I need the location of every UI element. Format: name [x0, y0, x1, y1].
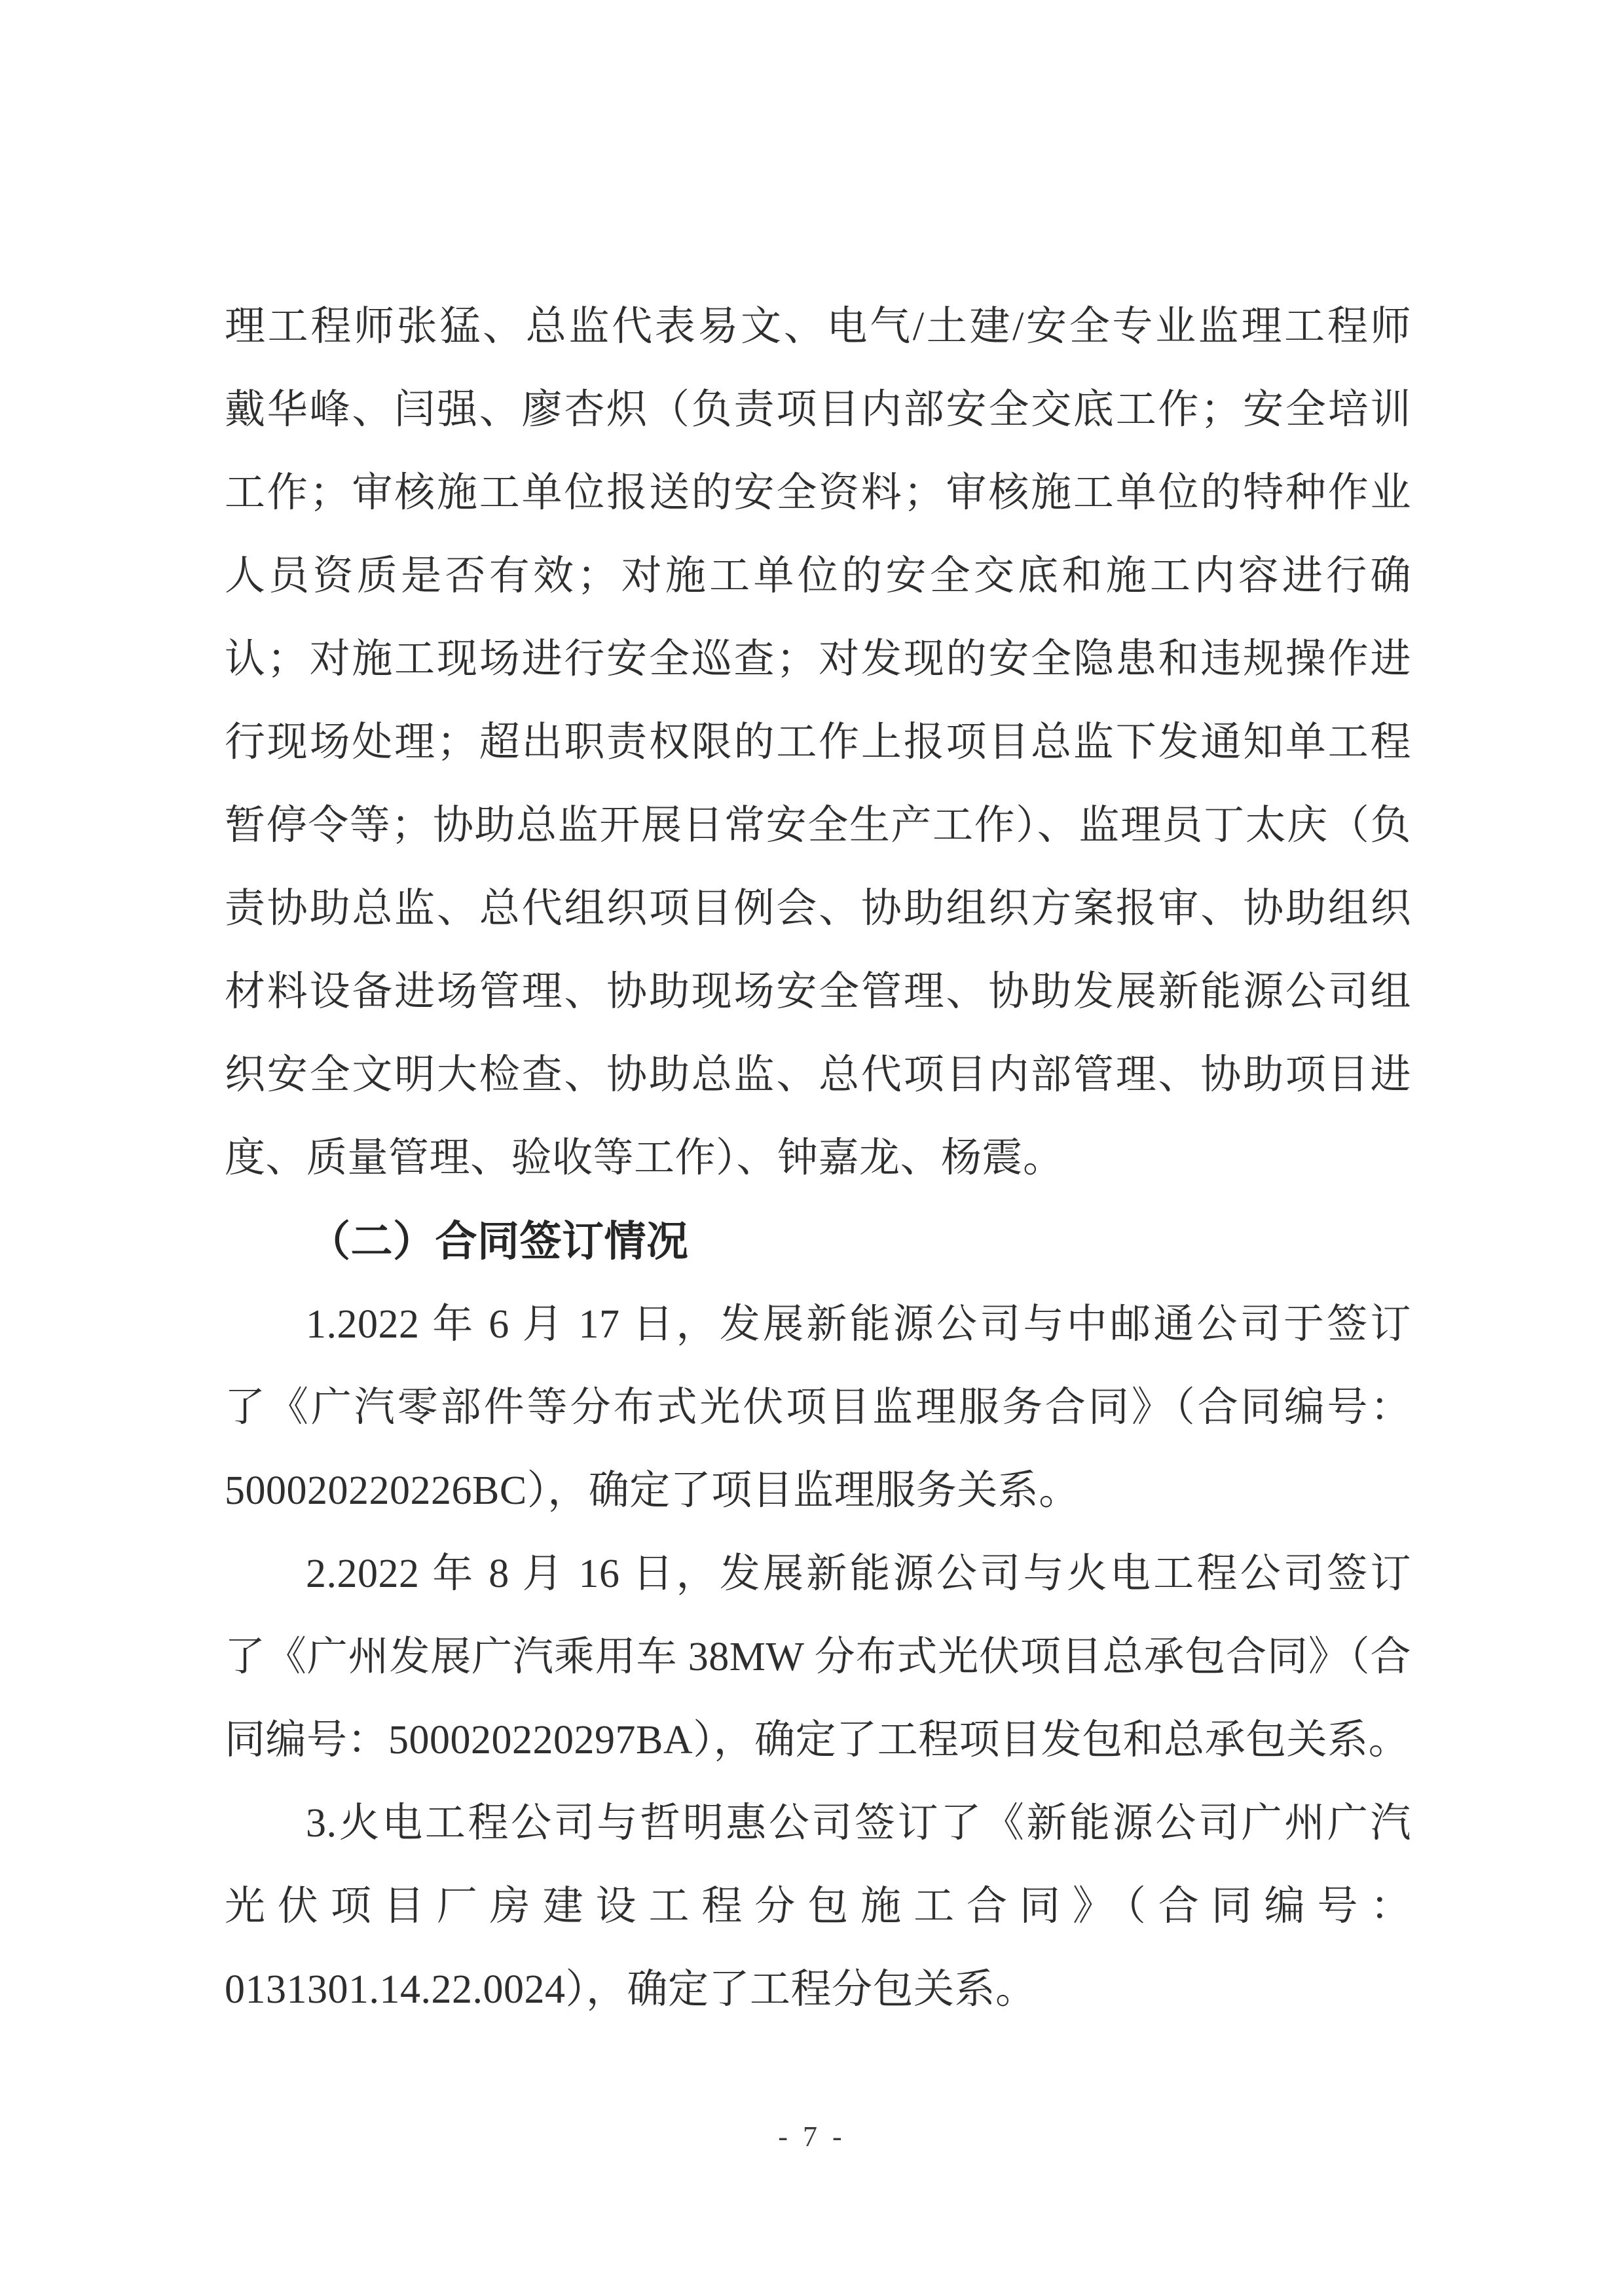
page-number: - 7 - — [778, 2121, 846, 2153]
text-line: 人员资质是否有效；对施工单位的安全交底和施工内容进行确 — [225, 554, 1411, 598]
document-body — [225, 285, 1411, 2032]
text-line: 度、质量管理、验收等工作）、钟嘉龙、杨震。 — [225, 1136, 1064, 1180]
text-line: 工作；审核施工单位报送的安全资料；审核施工单位的特种作业 — [225, 471, 1411, 515]
text-line: 暂停令等；协助总监开展日常安全生产工作）、监理员丁太庆（负 — [225, 803, 1411, 848]
section-heading: （二）合同签订情况 — [308, 1218, 689, 1265]
text-line: 责协助总监、总代组织项目例会、协助组织方案报审、协助组织 — [225, 886, 1411, 931]
text-line: 理工程师张猛、总监代表易文、电气/土建/安全专业监理工程师 — [225, 304, 1411, 349]
text-line: 0131301.14.22.0024），确定了工程分包关系。 — [225, 1967, 1037, 2012]
text-line: 了《广汽零部件等分布式光伏项目监理服务合同》（合同编号： — [225, 1385, 1411, 1430]
text-line: 500020220226BC），确定了项目监理服务关系。 — [225, 1468, 1080, 1513]
text-line: 了《广州发展广汽乘用车 38MW 分布式光伏项目总承包合同》（合 — [225, 1635, 1411, 1679]
text-line: 材料设备进场管理、协助现场安全管理、协助发展新能源公司组 — [225, 970, 1411, 1014]
text-line: 光伏项目厂房建设工程分包施工合同》（合同编号： — [225, 1884, 1411, 1929]
text-line: 织安全文明大检查、协助总监、总代项目内部管理、协助项目进 — [225, 1053, 1411, 1097]
text-line: 戴华峰、闫强、廖杏炽（负责项目内部安全交底工作；安全培训 — [225, 388, 1411, 432]
text-line: 行现场处理；超出职责权限的工作上报项目总监下发通知单工程 — [225, 720, 1411, 765]
text-line: 同编号：500020220297BA），确定了工程项目发包和总承包关系。 — [225, 1718, 1410, 1762]
text-line: 1.2022 年 6 月 17 日，发展新能源公司与中邮通公司于签订 — [306, 1302, 1411, 1347]
text-line: 3.火电工程公司与哲明惠公司签订了《新能源公司广州广汽 — [306, 1801, 1411, 1846]
text-line: 认；对施工现场进行安全巡查；对发现的安全隐患和违规操作进 — [225, 637, 1411, 682]
page-footer — [0, 2120, 1624, 2153]
text-line: 2.2022 年 8 月 16 日，发展新能源公司与火电工程公司签订 — [306, 1552, 1411, 1596]
